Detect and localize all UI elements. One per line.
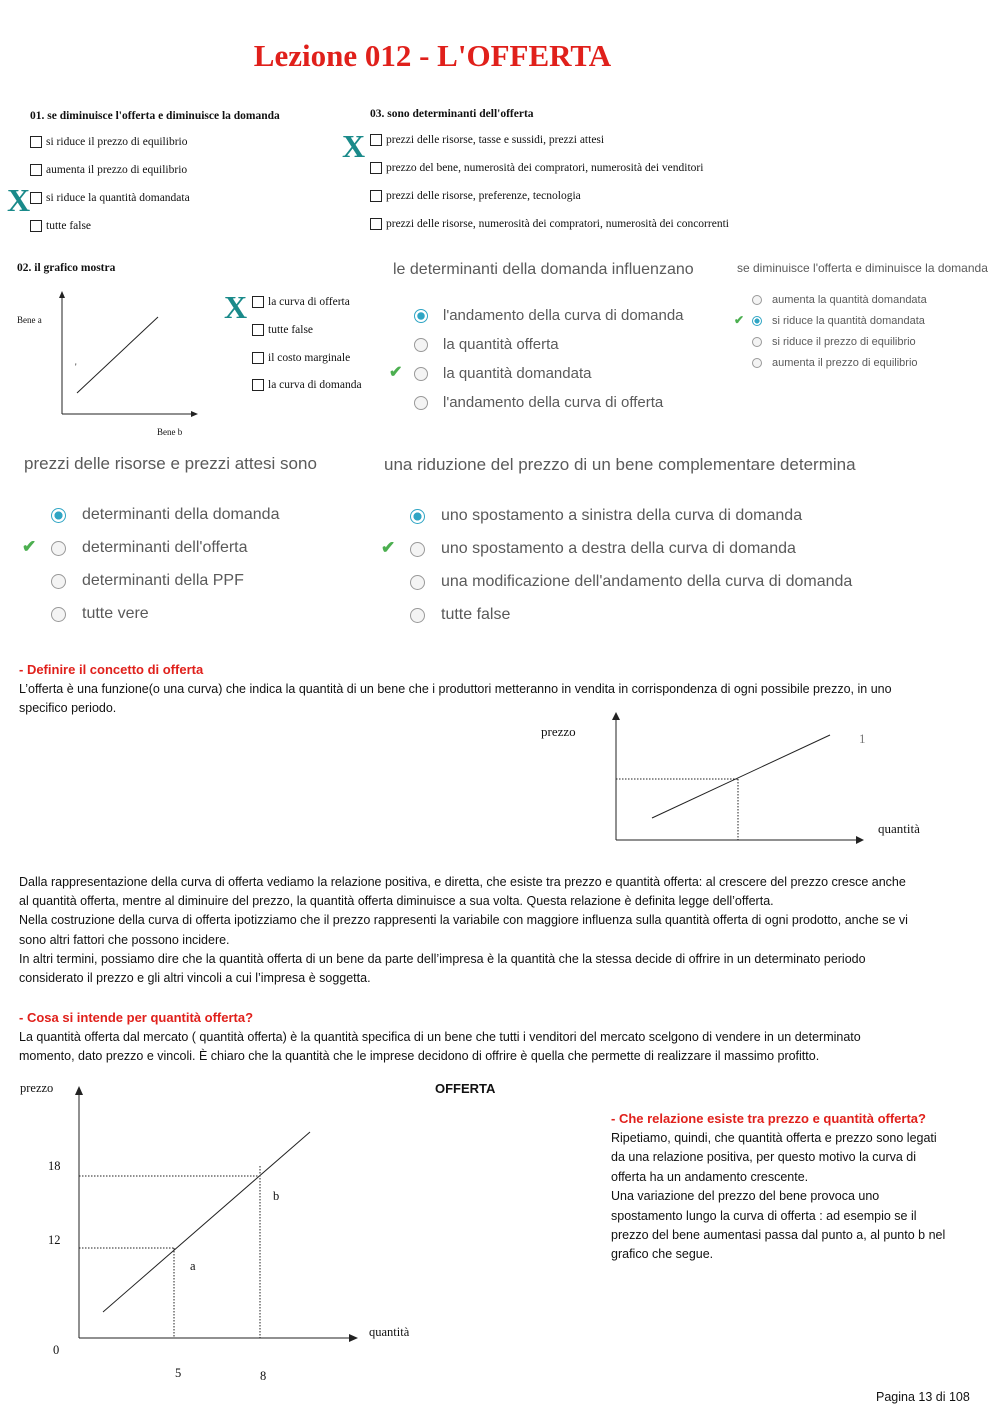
- q01-question: 01. se diminuisce l'offerta e diminuisce la domanda: [30, 110, 280, 122]
- q02-y-label: Bene a: [17, 315, 42, 325]
- qg1-option-1[interactable]: l'andamento della curva di domanda: [414, 307, 684, 324]
- sec2-line-1: La quantità offerta dal mercato ( quantità offerta) è la quantità specifica di un bene che tutti i venditori del mercato scelgono di vendere in un determinato: [19, 1030, 861, 1044]
- graph2-x-tick-8: 8: [260, 1369, 267, 1383]
- q02-checkbox-3[interactable]: [252, 352, 264, 364]
- sec3-line-2: da una relazione positiva, per questo motivo la curva di: [611, 1150, 917, 1164]
- sec1b-line-5: In altri termini, possiamo dire che la quantità offerta di un bene da parte dell’impresa è la quantità che la stessa decide di offrire in un determinato periodo: [19, 952, 866, 966]
- q02-question: 02. il grafico mostra: [17, 262, 116, 274]
- graph2-y-tick-12: 12: [48, 1233, 61, 1247]
- qg2-check-icon: ✔: [734, 313, 745, 327]
- qg3-radio-1[interactable]: [51, 508, 66, 523]
- q02-answer-mark: X: [224, 289, 248, 325]
- qg2-option-3[interactable]: si riduce il prezzo di equilibrio: [752, 336, 916, 348]
- q03-option-3[interactable]: prezzi delle risorse, preferenze, tecnologia: [370, 190, 581, 202]
- qg4-option-1[interactable]: uno spostamento a sinistra della curva di domanda: [410, 507, 802, 525]
- qg2-option-1[interactable]: aumenta la quantità domandata: [752, 294, 927, 306]
- q02-tick-mark: ': [75, 362, 77, 372]
- sec2-title: - Cosa si intende per quantità offerta?: [19, 1010, 254, 1025]
- qg2-radio-3[interactable]: [752, 337, 762, 347]
- qg3-radio-4[interactable]: [51, 607, 66, 622]
- qg2-radio-1[interactable]: [752, 295, 762, 305]
- page-number: Pagina 13 di 108: [876, 1390, 970, 1404]
- q01-checkbox-2[interactable]: [30, 164, 42, 176]
- sec3-line-4: Una variazione del prezzo del bene provoca uno: [611, 1189, 880, 1203]
- q01-option-1[interactable]: si riduce il prezzo di equilibrio: [30, 136, 187, 148]
- q01-option-2[interactable]: aumenta il prezzo di equilibrio: [30, 164, 187, 176]
- q03-answer-mark: X: [342, 128, 366, 164]
- sec2-line-2: momento, dato prezzo e vincoli. È chiaro che la quantità che le imprese decidono di offrire è quella che permette di realizzare il massimo profitto.: [19, 1049, 820, 1063]
- graph1-curve-label: 1: [859, 731, 866, 746]
- qg3-option-4[interactable]: tutte vere: [51, 605, 149, 623]
- q02-option-1[interactable]: la curva di offerta: [252, 296, 350, 308]
- sec3-line-5: spostamento lungo la curva di offerta : ad esempio se il: [611, 1209, 917, 1223]
- qg3-radio-3[interactable]: [51, 574, 66, 589]
- qg3-option-1[interactable]: determinanti della domanda: [51, 506, 279, 524]
- graph2-x-tick-5: 5: [175, 1366, 182, 1380]
- qg2-option-2[interactable]: si riduce la quantità domandata: [752, 315, 925, 327]
- sec1b-line-6: considerato il prezzo e gli altri vincoli a cui l’impresa è soggetta.: [19, 971, 371, 985]
- qg1-option-3[interactable]: la quantità domandata: [414, 365, 591, 382]
- graph1-x-arrow: [856, 836, 864, 844]
- sec3-line-6: prezzo del bene aumentasi passa dal punto a, al punto b nel: [611, 1228, 946, 1242]
- sec1-line-2: specifico periodo.: [19, 701, 117, 715]
- sec3-title: - Che relazione esiste tra prezzo e quantità offerta?: [611, 1111, 926, 1126]
- q03-option-2[interactable]: prezzo del bene, numerosità dei compratori, numerosità dei venditori: [370, 162, 703, 174]
- q01-checkbox-4[interactable]: [30, 220, 42, 232]
- qg3-option-2[interactable]: determinanti dell'offerta: [51, 539, 248, 557]
- q03-checkbox-4[interactable]: [370, 218, 382, 230]
- sec1b-line-2: al quantità offerta, mentre al diminuire del prezzo, la quantità offerta diminuisce a sua volta. Questa relazione è definita legge dell’offerta.: [19, 894, 774, 908]
- q02-option-2[interactable]: tutte false: [252, 324, 313, 336]
- sec1-line-1: L’offerta è una funzione(o una curva) che indica la quantità di un bene che i produttori metteranno in vendita in corrispondenza di ogni possibile prezzo, in uno: [19, 682, 892, 696]
- qg1-radio-3[interactable]: [414, 367, 428, 381]
- graph2-x-label: quantità: [369, 1325, 410, 1339]
- qg4-radio-3[interactable]: [410, 575, 425, 590]
- qg2-radio-2[interactable]: [752, 316, 762, 326]
- sec1-title: - Definire il concetto di offerta: [19, 662, 204, 677]
- qg1-check-icon: ✔: [389, 364, 403, 381]
- q01-answer-mark: X: [7, 182, 31, 218]
- q02-checkbox-4[interactable]: [252, 379, 264, 391]
- q02-x-label: Bene b: [157, 427, 183, 437]
- qg4-option-4[interactable]: tutte false: [410, 606, 510, 624]
- q02-graph: [55, 290, 205, 420]
- sec3-line-1: Ripetiamo, quindi, che quantità offerta e prezzo sono legati: [611, 1131, 937, 1145]
- qg4-option-2[interactable]: uno spostamento a destra della curva di domanda: [410, 540, 796, 558]
- q02-checkbox-1[interactable]: [252, 296, 264, 308]
- qg3-option-3[interactable]: determinanti della PPF: [51, 572, 244, 590]
- graph2-x-arrow: [349, 1334, 358, 1342]
- graph1-y-arrow: [612, 712, 620, 720]
- q01-option-3[interactable]: si riduce la quantità domandata: [30, 192, 190, 204]
- graph2-point-a: a: [190, 1259, 196, 1273]
- qg2-option-4[interactable]: aumenta il prezzo di equilibrio: [752, 357, 918, 369]
- q02-checkbox-2[interactable]: [252, 324, 264, 336]
- qg4-radio-1[interactable]: [410, 509, 425, 524]
- sec3-line-7: grafico che segue.: [611, 1247, 714, 1261]
- q02-y-arrow: [59, 291, 65, 298]
- qg2-radio-4[interactable]: [752, 358, 762, 368]
- graph1-y-label: prezzo: [541, 724, 576, 739]
- qg2-question: se diminuisce l'offerta e diminuisce la domanda: [737, 261, 988, 275]
- qg1-radio-4[interactable]: [414, 396, 428, 410]
- graph2-y-label: prezzo: [20, 1081, 54, 1095]
- graph2-point-b: b: [273, 1189, 280, 1203]
- qg1-question: le determinanti della domanda influenzano: [393, 261, 694, 278]
- qg4-radio-2[interactable]: [410, 542, 425, 557]
- sec1b-line-3: Nella costruzione della curva di offerta ipotizziamo che il prezzo rappresenti la variabile con maggiore influenza sulla quantità offerta di ogni prodotto, anche se vi: [19, 913, 908, 927]
- graph2: [60, 1082, 370, 1352]
- graph2-y-tick-18: 18: [48, 1159, 61, 1173]
- graph1: [600, 708, 870, 848]
- graph2-y-arrow: [75, 1086, 83, 1095]
- qg4-radio-4[interactable]: [410, 608, 425, 623]
- qg4-check-icon: ✔: [381, 538, 396, 557]
- q03-checkbox-3[interactable]: [370, 190, 382, 202]
- graph1-curve: [652, 735, 830, 818]
- q02-option-3[interactable]: il costo marginale: [252, 352, 350, 364]
- q03-option-1[interactable]: prezzi delle risorse, tasse e sussidi, prezzi attesi: [370, 134, 604, 146]
- qg1-option-4[interactable]: l'andamento della curva di offerta: [414, 394, 663, 411]
- sec1b-line-1: Dalla rappresentazione della curva di offerta vediamo la relazione positiva, e diretta, che esiste tra prezzo e quantità offerta: al crescere del prezzo cresce anche: [19, 875, 906, 889]
- qg3-question: prezzi delle risorse e prezzi attesi sono: [24, 454, 317, 473]
- graph1-x-label: quantità: [878, 821, 920, 836]
- q02-x-arrow: [191, 411, 198, 417]
- q03-question: 03. sono determinanti dell'offerta: [370, 108, 534, 120]
- page-title: Lezione 012 - L'OFFERTA: [253, 38, 612, 73]
- sec1b-line-4: sono altri fattori che possono incidere.: [19, 933, 230, 947]
- qg1-radio-1[interactable]: [414, 309, 428, 323]
- q01-checkbox-3[interactable]: [30, 192, 42, 204]
- sec3-line-3: offerta ha un andamento crescente.: [611, 1170, 809, 1184]
- qg1-option-2[interactable]: la quantità offerta: [414, 336, 559, 353]
- q03-checkbox-2[interactable]: [370, 162, 382, 174]
- qg3-check-icon: ✔: [22, 537, 37, 556]
- q02-option-4[interactable]: la curva di domanda: [252, 379, 362, 391]
- q03-checkbox-1[interactable]: [370, 134, 382, 146]
- graph2-title: OFFERTA: [435, 1081, 496, 1096]
- qg3-radio-2[interactable]: [51, 541, 66, 556]
- q03-option-4[interactable]: prezzi delle risorse, numerosità dei compratori, numerosità dei concorrenti: [370, 218, 729, 230]
- graph2-curve: [103, 1132, 310, 1312]
- qg4-option-3[interactable]: una modificazione dell'andamento della curva di domanda: [410, 573, 852, 591]
- qg4-question: una riduzione del prezzo di un bene complementare determina: [384, 455, 856, 474]
- q02-curve: [77, 317, 158, 393]
- qg1-radio-2[interactable]: [414, 338, 428, 352]
- q01-option-4[interactable]: tutte false: [30, 220, 91, 232]
- q01-checkbox-1[interactable]: [30, 136, 42, 148]
- graph2-y-tick-0: 0: [53, 1343, 60, 1357]
